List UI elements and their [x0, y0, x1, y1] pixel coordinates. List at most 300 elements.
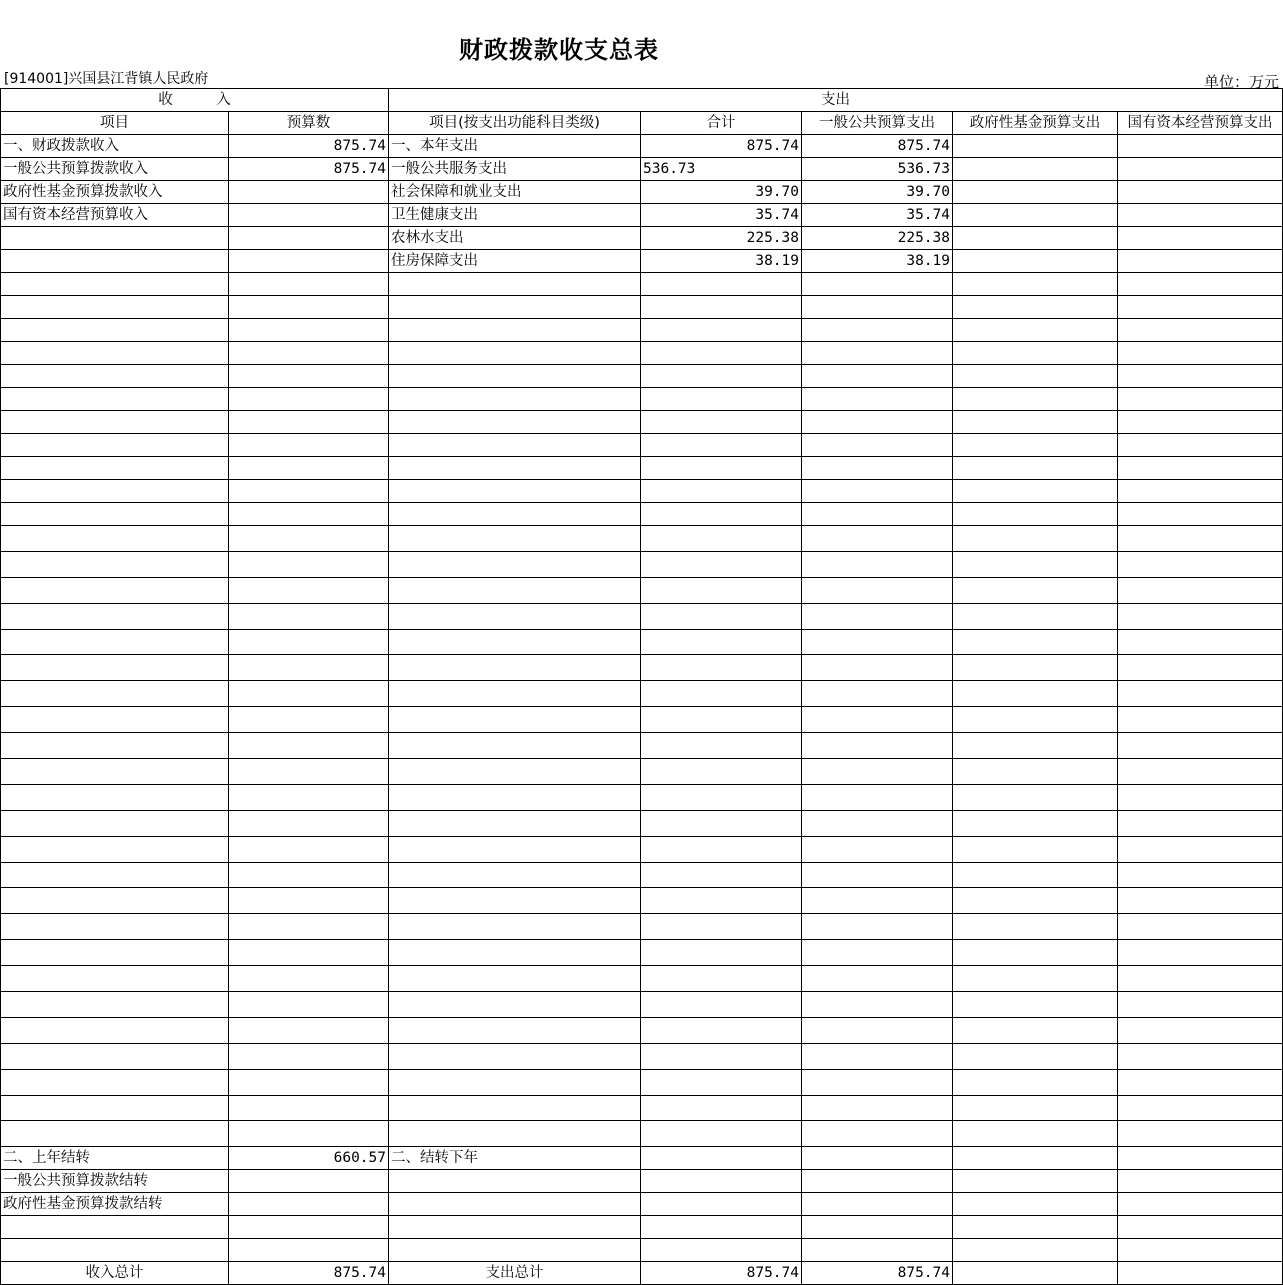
expense-general-cell: 225.38	[802, 227, 953, 250]
empty-cell	[229, 681, 389, 707]
table-row	[1, 577, 1283, 603]
expense-soe-cell	[1118, 227, 1283, 250]
empty-cell	[1118, 992, 1283, 1018]
organization-label: [914001]兴国县江背镇人民政府	[4, 71, 209, 87]
table-row	[1, 457, 1283, 480]
table-row	[1, 158, 1283, 181]
empty-cell	[953, 655, 1118, 681]
empty-cell	[1118, 1193, 1283, 1216]
expense-fund-cell	[953, 135, 1118, 158]
empty-cell	[1, 1095, 229, 1121]
empty-cell	[1118, 457, 1283, 480]
empty-cell	[802, 388, 953, 411]
empty-cell	[1, 480, 229, 503]
empty-cell	[641, 629, 802, 655]
empty-cell	[641, 1193, 802, 1216]
empty-cell	[389, 707, 641, 733]
empty-cell	[1118, 1069, 1283, 1095]
empty-cell	[641, 940, 802, 966]
empty-cell	[641, 577, 802, 603]
table-row	[1, 551, 1283, 577]
empty-cell	[641, 1170, 802, 1193]
income-item-cell: 国有资本经营预算收入	[1, 204, 229, 227]
table-row	[1, 1170, 1283, 1193]
empty-cell	[641, 914, 802, 940]
empty-cell	[641, 966, 802, 992]
empty-cell	[389, 1069, 641, 1095]
empty-cell	[389, 810, 641, 836]
empty-cell	[953, 836, 1118, 862]
empty-cell	[229, 603, 389, 629]
empty-cell	[389, 480, 641, 503]
empty-cell	[802, 992, 953, 1018]
empty-cell	[802, 273, 953, 296]
income-budget-cell: 875.74	[229, 158, 389, 181]
empty-cell	[953, 1193, 1118, 1216]
empty-cell	[641, 296, 802, 319]
empty-cell	[1118, 1170, 1283, 1193]
empty-cell	[229, 296, 389, 319]
table-row	[1, 1069, 1283, 1095]
empty-cell	[802, 1239, 953, 1262]
empty-cell	[802, 629, 953, 655]
empty-cell	[953, 681, 1118, 707]
empty-cell	[1, 914, 229, 940]
empty-cell	[1, 296, 229, 319]
empty-cell	[641, 273, 802, 296]
empty-cell	[1118, 966, 1283, 992]
empty-cell	[389, 434, 641, 457]
empty-cell	[641, 655, 802, 681]
table-row	[1, 434, 1283, 457]
empty-cell	[389, 940, 641, 966]
empty-cell	[389, 603, 641, 629]
empty-cell	[389, 836, 641, 862]
table-row	[1, 1239, 1283, 1262]
empty-cell	[641, 836, 802, 862]
expense-general-cell: 39.70	[802, 181, 953, 204]
empty-cell	[1118, 411, 1283, 434]
empty-cell	[1118, 365, 1283, 388]
empty-cell	[1, 577, 229, 603]
empty-cell	[1118, 434, 1283, 457]
empty-cell	[229, 1170, 389, 1193]
empty-cell	[1118, 503, 1283, 526]
empty-cell	[953, 629, 1118, 655]
header-row-group	[1, 89, 1283, 112]
empty-cell	[953, 457, 1118, 480]
table-row	[1, 227, 1283, 250]
empty-cell	[953, 1121, 1118, 1147]
empty-cell	[802, 457, 953, 480]
table-row	[1, 940, 1283, 966]
empty-cell	[1, 1043, 229, 1069]
income-group-header: 收 入	[1, 89, 389, 112]
empty-cell	[389, 888, 641, 914]
expense-total-cell: 35.74	[641, 204, 802, 227]
empty-cell	[802, 1193, 953, 1216]
empty-cell	[802, 888, 953, 914]
empty-cell	[1118, 940, 1283, 966]
expense-item-cell: 卫生健康支出	[389, 204, 641, 227]
expense-item-cell: 农林水支出	[389, 227, 641, 250]
expense-general-cell: 38.19	[802, 250, 953, 273]
expense-fund-cell	[953, 227, 1118, 250]
empty-cell	[1, 629, 229, 655]
table-row	[1, 836, 1283, 862]
empty-cell	[953, 1017, 1118, 1043]
empty-cell	[802, 1121, 953, 1147]
empty-cell	[229, 707, 389, 733]
empty-cell	[1, 655, 229, 681]
empty-cell	[641, 784, 802, 810]
empty-cell	[1, 551, 229, 577]
table-row	[1, 135, 1283, 158]
expense-soe-cell	[1118, 204, 1283, 227]
empty-cell	[953, 1069, 1118, 1095]
empty-cell	[229, 836, 389, 862]
empty-cell	[1, 707, 229, 733]
table-row	[1, 733, 1283, 759]
empty-cell	[389, 1216, 641, 1239]
expense-item-cell: 一般公共服务支出	[389, 158, 641, 181]
empty-cell	[802, 914, 953, 940]
empty-cell	[953, 434, 1118, 457]
empty-cell	[229, 365, 389, 388]
empty-cell	[641, 434, 802, 457]
empty-cell	[953, 992, 1118, 1018]
empty-cell	[1, 1017, 229, 1043]
empty-cell	[802, 526, 953, 552]
empty-cell	[641, 480, 802, 503]
general-carry-label: 一般公共预算拨款结转	[1, 1170, 229, 1193]
table-row	[1, 480, 1283, 503]
empty-cell	[389, 526, 641, 552]
empty-cell	[229, 577, 389, 603]
expense-soe-cell	[1118, 135, 1283, 158]
table-row	[1, 204, 1283, 227]
empty-cell	[953, 577, 1118, 603]
empty-cell	[953, 388, 1118, 411]
empty-cell	[1, 1069, 229, 1095]
empty-cell	[1118, 629, 1283, 655]
empty-cell	[802, 1095, 953, 1121]
empty-cell	[229, 733, 389, 759]
empty-cell	[229, 388, 389, 411]
expense-fund-cell	[953, 181, 1118, 204]
expense-soe-cell	[1118, 158, 1283, 181]
empty-cell	[389, 914, 641, 940]
empty-cell	[1, 784, 229, 810]
empty-cell	[641, 888, 802, 914]
table-row	[1, 784, 1283, 810]
empty-cell	[802, 966, 953, 992]
empty-cell	[229, 551, 389, 577]
empty-cell	[641, 1147, 802, 1170]
empty-cell	[229, 273, 389, 296]
empty-cell	[802, 603, 953, 629]
empty-cell	[1118, 603, 1283, 629]
empty-cell	[1, 733, 229, 759]
empty-cell	[641, 681, 802, 707]
empty-cell	[229, 1043, 389, 1069]
expense-fund-cell	[953, 204, 1118, 227]
empty-cell	[802, 577, 953, 603]
empty-cell	[953, 733, 1118, 759]
empty-cell	[389, 1121, 641, 1147]
empty-cell	[641, 733, 802, 759]
expense-item-cell: 社会保障和就业支出	[389, 181, 641, 204]
table-row	[1, 810, 1283, 836]
general-total-value: 875.74	[802, 1262, 953, 1285]
table-row	[1, 1216, 1283, 1239]
income-item-cell: 一般公共预算拨款收入	[1, 158, 229, 181]
empty-cell	[802, 707, 953, 733]
empty-cell	[953, 603, 1118, 629]
empty-cell	[802, 434, 953, 457]
empty-cell	[641, 457, 802, 480]
page-title: 财政拨款收支总表	[459, 36, 659, 64]
empty-cell	[1, 1216, 229, 1239]
empty-cell	[1118, 733, 1283, 759]
empty-cell	[953, 707, 1118, 733]
empty-cell	[229, 480, 389, 503]
empty-cell	[641, 1069, 802, 1095]
income-item-cell	[1, 250, 229, 273]
empty-cell	[229, 1216, 389, 1239]
empty-cell	[802, 1043, 953, 1069]
empty-cell	[953, 810, 1118, 836]
empty-cell	[389, 1193, 641, 1216]
empty-cell	[1, 992, 229, 1018]
empty-cell	[1118, 551, 1283, 577]
income-total-value: 875.74	[229, 1262, 389, 1285]
empty-cell	[641, 1017, 802, 1043]
empty-cell	[641, 1239, 802, 1262]
empty-cell	[1118, 480, 1283, 503]
empty-cell	[802, 1216, 953, 1239]
empty-cell	[389, 759, 641, 785]
prev-carry-label: 二、上年结转	[1, 1147, 229, 1170]
table-row	[1, 992, 1283, 1018]
empty-cell	[389, 551, 641, 577]
empty-cell	[953, 526, 1118, 552]
empty-cell	[802, 862, 953, 888]
empty-cell	[953, 1043, 1118, 1069]
empty-cell	[1, 862, 229, 888]
empty-cell	[1118, 319, 1283, 342]
expense-total-cell: 39.70	[641, 181, 802, 204]
empty-cell	[1118, 655, 1283, 681]
empty-cell	[953, 1147, 1118, 1170]
empty-cell	[1118, 1216, 1283, 1239]
empty-cell	[953, 888, 1118, 914]
empty-cell	[389, 319, 641, 342]
empty-cell	[1, 457, 229, 480]
table-row	[1, 1043, 1283, 1069]
empty-cell	[389, 784, 641, 810]
empty-cell	[641, 365, 802, 388]
empty-cell	[641, 319, 802, 342]
table-row	[1, 365, 1283, 388]
col-header-item: 项目	[1, 112, 229, 135]
table-row	[1, 629, 1283, 655]
table-row	[1, 503, 1283, 526]
budget-table	[0, 88, 1283, 1285]
empty-cell	[229, 526, 389, 552]
table-row	[1, 655, 1283, 681]
empty-cell	[1118, 759, 1283, 785]
empty-cell	[953, 940, 1118, 966]
empty-cell	[389, 1170, 641, 1193]
table-row	[1, 759, 1283, 785]
empty-cell	[1118, 836, 1283, 862]
expense-total-cell: 536.73	[641, 158, 802, 181]
prev-carry-value: 660.57	[229, 1147, 389, 1170]
empty-cell	[389, 1239, 641, 1262]
empty-cell	[1, 273, 229, 296]
table-row	[1, 1095, 1283, 1121]
empty-cell	[953, 1239, 1118, 1262]
expense-fund-cell	[953, 158, 1118, 181]
empty-cell	[1, 388, 229, 411]
empty-cell	[641, 342, 802, 365]
empty-cell	[802, 1017, 953, 1043]
empty-cell	[389, 411, 641, 434]
empty-cell	[229, 434, 389, 457]
empty-cell	[229, 914, 389, 940]
table-row	[1, 914, 1283, 940]
next-carry-label: 二、结转下年	[389, 1147, 641, 1170]
income-item-cell: 政府性基金预算拨款收入	[1, 181, 229, 204]
empty-cell	[1, 365, 229, 388]
expense-general-cell: 875.74	[802, 135, 953, 158]
empty-cell	[389, 862, 641, 888]
expense-item-cell: 住房保障支出	[389, 250, 641, 273]
empty-cell	[229, 784, 389, 810]
empty-cell	[389, 342, 641, 365]
table-row	[1, 388, 1283, 411]
expense-group-header: 支出	[389, 89, 1283, 112]
empty-cell	[802, 296, 953, 319]
empty-cell	[641, 1043, 802, 1069]
empty-cell	[802, 784, 953, 810]
empty-cell	[389, 992, 641, 1018]
empty-cell	[641, 862, 802, 888]
empty-cell	[1118, 888, 1283, 914]
empty-cell	[802, 940, 953, 966]
empty-cell	[1, 526, 229, 552]
col-header-expense-item: 项目(按支出功能科目类级)	[389, 112, 641, 135]
empty-cell	[1, 759, 229, 785]
empty-cell	[229, 940, 389, 966]
empty-cell	[802, 411, 953, 434]
empty-cell	[802, 1170, 953, 1193]
empty-cell	[1, 319, 229, 342]
empty-cell	[1118, 342, 1283, 365]
empty-cell	[1118, 388, 1283, 411]
table-row	[1, 342, 1283, 365]
income-total-label: 收入总计	[1, 1262, 229, 1285]
income-budget-cell	[229, 204, 389, 227]
empty-cell	[1118, 862, 1283, 888]
table-row	[1, 681, 1283, 707]
empty-cell	[802, 342, 953, 365]
empty-cell	[1, 836, 229, 862]
empty-cell	[953, 1216, 1118, 1239]
empty-cell	[802, 1147, 953, 1170]
empty-cell	[1118, 1043, 1283, 1069]
empty-cell	[641, 759, 802, 785]
table-row	[1, 1121, 1283, 1147]
empty-cell	[641, 551, 802, 577]
table-row	[1, 966, 1283, 992]
empty-cell	[641, 707, 802, 733]
empty-cell	[953, 784, 1118, 810]
empty-cell	[1118, 273, 1283, 296]
empty-cell	[1118, 1239, 1283, 1262]
empty-cell	[641, 1216, 802, 1239]
empty-cell	[953, 914, 1118, 940]
empty-cell	[953, 1262, 1118, 1285]
empty-cell	[1118, 681, 1283, 707]
table-row	[1, 862, 1283, 888]
empty-cell	[953, 862, 1118, 888]
empty-cell	[641, 810, 802, 836]
empty-cell	[1118, 1017, 1283, 1043]
empty-cell	[953, 1170, 1118, 1193]
col-header-fund: 政府性基金预算支出	[953, 112, 1118, 135]
empty-cell	[802, 1069, 953, 1095]
income-item-cell: 一、财政拨款收入	[1, 135, 229, 158]
empty-cell	[389, 655, 641, 681]
empty-cell	[953, 319, 1118, 342]
empty-cell	[389, 966, 641, 992]
empty-cell	[953, 503, 1118, 526]
col-header-general: 一般公共预算支出	[802, 112, 953, 135]
empty-cell	[641, 1095, 802, 1121]
empty-cell	[641, 603, 802, 629]
empty-cell	[229, 655, 389, 681]
empty-cell	[641, 992, 802, 1018]
empty-cell	[641, 388, 802, 411]
empty-cell	[1, 681, 229, 707]
empty-cell	[229, 503, 389, 526]
table-row	[1, 707, 1283, 733]
empty-cell	[953, 480, 1118, 503]
empty-cell	[1118, 526, 1283, 552]
table-row	[1, 273, 1283, 296]
empty-cell	[1118, 296, 1283, 319]
empty-cell	[389, 681, 641, 707]
empty-cell	[953, 966, 1118, 992]
expense-soe-cell	[1118, 181, 1283, 204]
income-item-cell	[1, 227, 229, 250]
empty-cell	[229, 319, 389, 342]
empty-cell	[1118, 1095, 1283, 1121]
empty-cell	[1, 411, 229, 434]
empty-cell	[229, 888, 389, 914]
empty-cell	[802, 503, 953, 526]
empty-cell	[229, 1239, 389, 1262]
empty-cell	[1, 1239, 229, 1262]
empty-cell	[229, 457, 389, 480]
empty-cell	[229, 342, 389, 365]
col-header-total: 合计	[641, 112, 802, 135]
empty-cell	[389, 388, 641, 411]
empty-cell	[802, 319, 953, 342]
empty-cell	[1118, 707, 1283, 733]
